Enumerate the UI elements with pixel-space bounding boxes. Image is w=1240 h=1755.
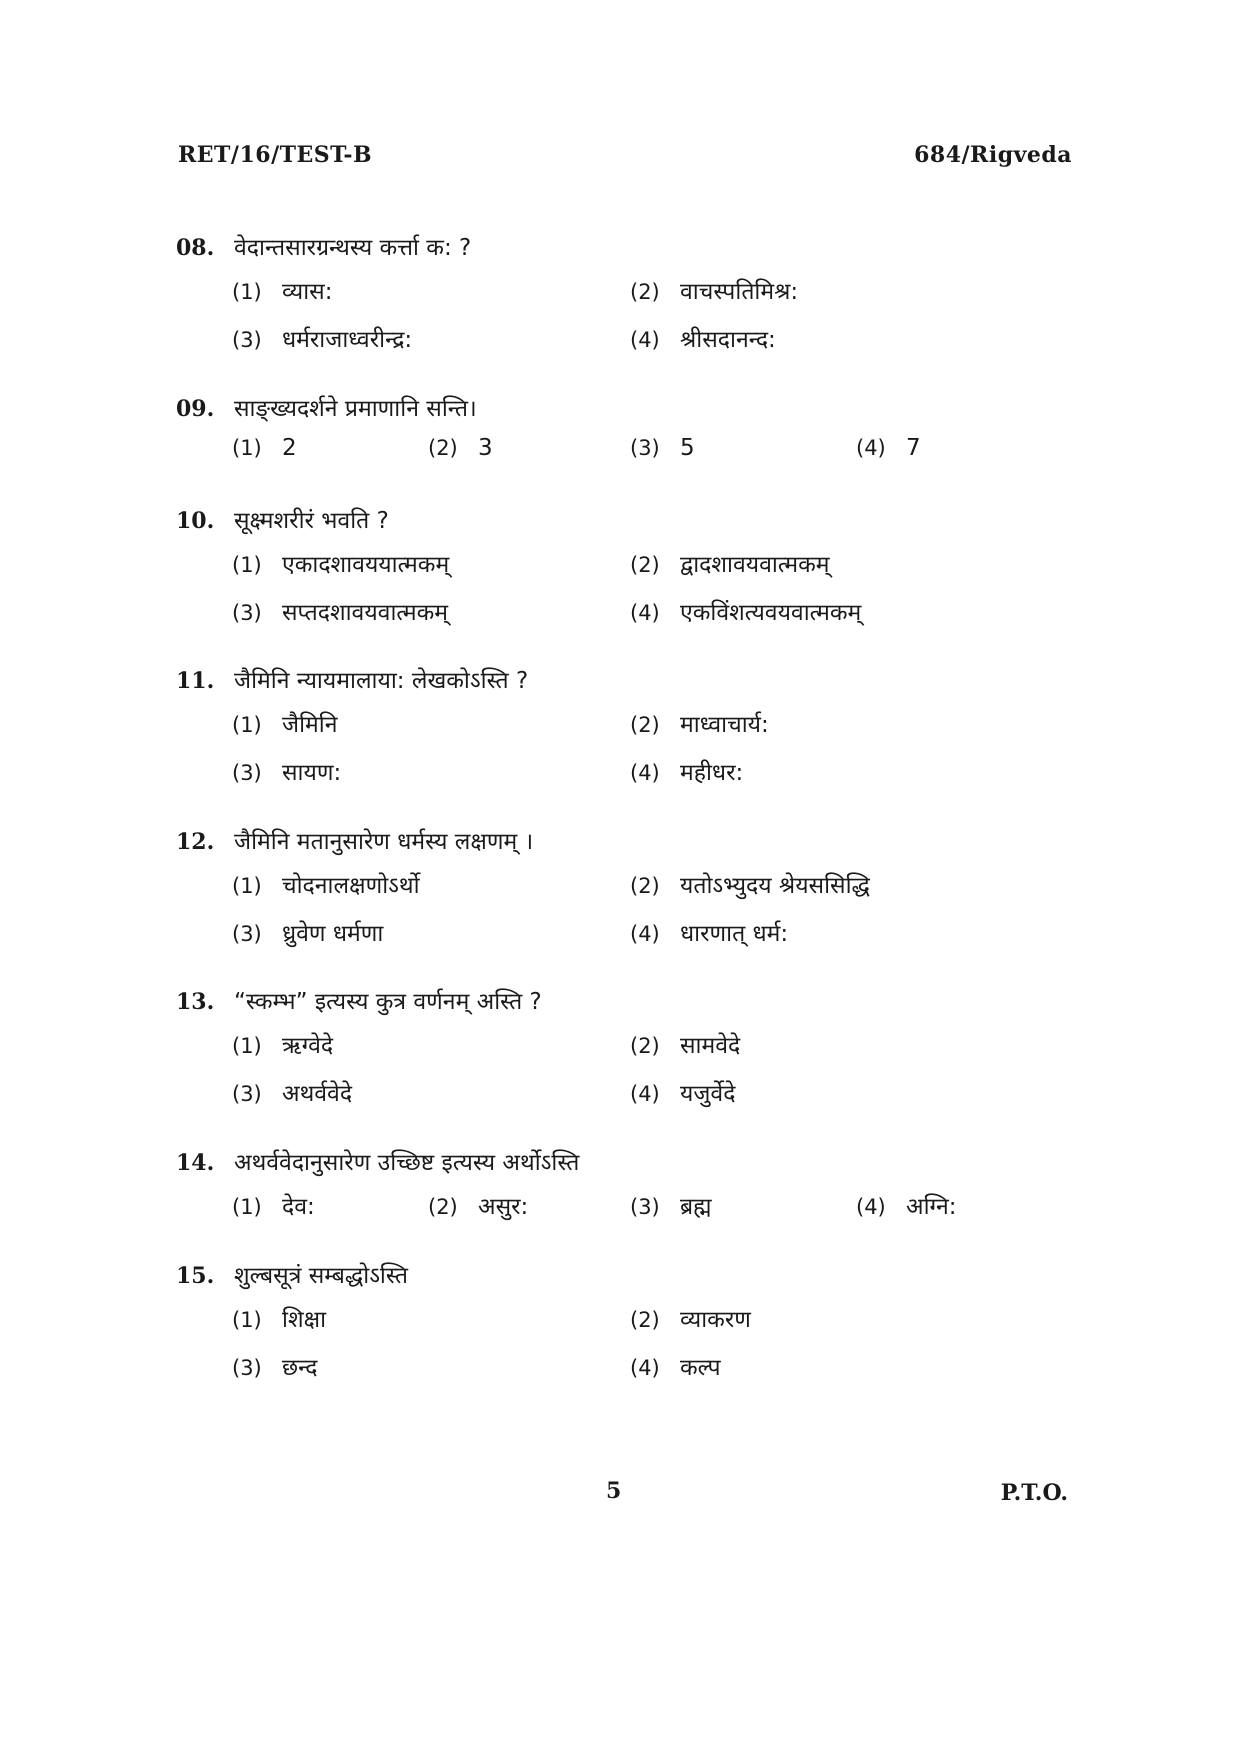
- option-3: (3) अथर्ववेदे: [232, 1081, 353, 1107]
- option-4: (4) 7: [856, 435, 921, 461]
- option-3: (3) सायण:: [232, 760, 342, 786]
- question-text: सूक्ष्मशरीरं भवति ?: [234, 508, 389, 534]
- question-number: 11.: [176, 668, 215, 694]
- option-1: (1) 2: [232, 435, 297, 461]
- question-text: जैमिनि न्यायमालाया: लेखकोऽस्ति ?: [234, 668, 529, 694]
- question-number: 10.: [176, 508, 215, 534]
- option-3: (3) ब्रह्म: [630, 1194, 712, 1220]
- question-text: वेदान्तसारग्रन्थस्य कर्त्ता क: ?: [234, 235, 472, 261]
- question-11: [176, 663, 1076, 803]
- question-13: [176, 984, 1076, 1124]
- option-2: (2) द्वादशावयवात्मकम्: [630, 552, 830, 578]
- option-3: (3) धर्मराजाध्वरीन्द्र:: [232, 327, 413, 353]
- option-3: (3) ध्रुवेण धर्मणा: [232, 921, 384, 947]
- question-text: जैमिनि मतानुसारेण धर्मस्य लक्षणम् ।: [234, 829, 534, 855]
- option-1: (1) देव:: [232, 1194, 315, 1220]
- option-1: (1) ऋग्वेदे: [232, 1033, 334, 1059]
- question-text: “स्कम्भ” इत्यस्य कुत्र वर्णनम् अस्ति ?: [234, 989, 542, 1015]
- question-number: 13.: [176, 989, 215, 1015]
- option-3: (3) छन्द: [232, 1355, 318, 1381]
- option-4: (4) महीधर:: [630, 760, 744, 786]
- question-10: [176, 503, 1076, 643]
- option-3: (3) सप्तदशावयवात्मकम्: [232, 600, 449, 626]
- question-12: [176, 824, 1076, 964]
- option-3: (3) 5: [630, 435, 695, 461]
- option-4: (4) श्रीसदानन्द:: [630, 327, 776, 353]
- option-1: (1) जैमिनि: [232, 712, 338, 738]
- option-1: (1) एकादशावययात्मकम्: [232, 552, 450, 578]
- option-1: (1) चोदनालक्षणोऽर्थो: [232, 873, 420, 899]
- pto-label: P.T.O.: [1000, 1480, 1068, 1506]
- option-1: (1) व्यास:: [232, 279, 333, 305]
- option-4: (4) अग्नि:: [856, 1194, 957, 1220]
- question-text: शुल्बसूत्रं सम्बद्धोऽस्ति: [234, 1263, 408, 1289]
- option-4: (4) एकविंशत्यवयवात्मकम्: [630, 600, 862, 626]
- option-2: (2) वाचस्पतिमिश्र:: [630, 279, 799, 305]
- option-2: (2) यतोऽभ्युदय श्रेयससिद्धि: [630, 873, 870, 899]
- question-number: 08.: [176, 235, 215, 261]
- question-08: [176, 230, 1076, 370]
- question-15: [176, 1258, 1076, 1398]
- option-2: (2) व्याकरण: [630, 1307, 751, 1333]
- option-2: (2) असुर:: [428, 1194, 529, 1220]
- question-number: 15.: [176, 1263, 215, 1289]
- question-number: 09.: [176, 396, 215, 422]
- option-2: (2) माध्वाचार्य:: [630, 712, 769, 738]
- question-14: [176, 1145, 1076, 1237]
- question-09: [176, 391, 1076, 483]
- question-number: 12.: [176, 829, 215, 855]
- header-right: 684/Rigveda: [914, 142, 1072, 168]
- option-4: (4) धारणात् धर्म:: [630, 921, 789, 947]
- option-4: (4) कल्प: [630, 1355, 721, 1381]
- header-left: RET/16/TEST-B: [178, 142, 373, 168]
- option-2: (2) 3: [428, 435, 493, 461]
- page-number: 5: [606, 1478, 622, 1504]
- question-text: साङ्ख्यदर्शने प्रमाणानि सन्ति।: [234, 396, 477, 422]
- option-2: (2) सामवेदे: [630, 1033, 741, 1059]
- option-1: (1) शिक्षा: [232, 1307, 327, 1333]
- option-4: (4) यजुर्वेदे: [630, 1081, 736, 1107]
- question-text: अथर्ववेदानुसारेण उच्छिष्ट इत्यस्य अर्थोऽस्ति: [234, 1150, 580, 1176]
- question-number: 14.: [176, 1150, 215, 1176]
